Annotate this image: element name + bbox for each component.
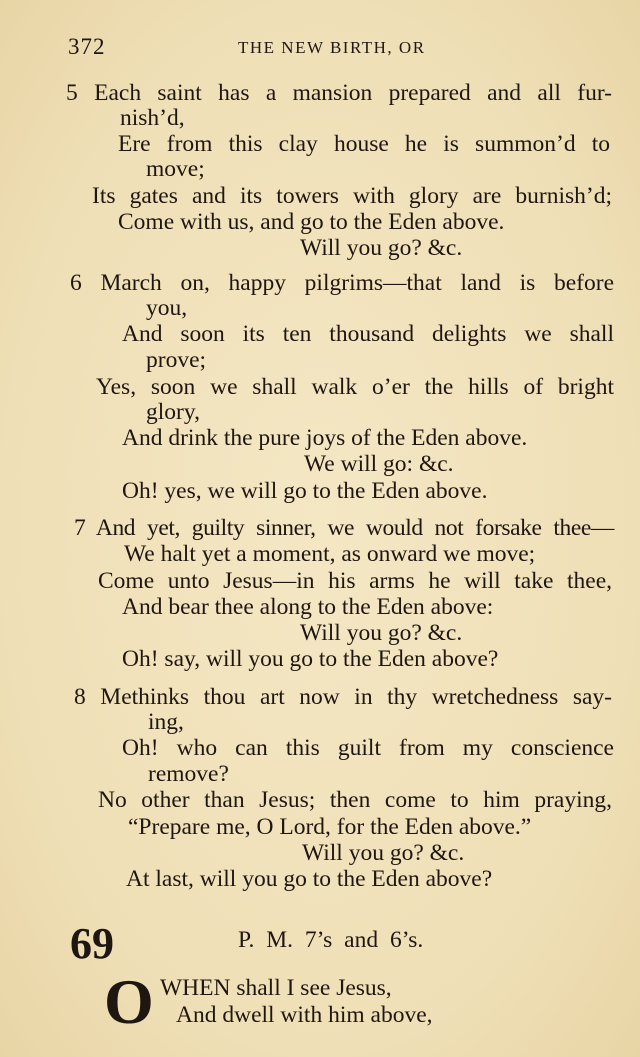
drop-cap: O	[104, 966, 154, 1037]
running-header: THE NEW BIRTH, OR	[238, 38, 426, 57]
stanza-line: Its gates and its towers with glory are burnish’d;	[92, 183, 612, 209]
stanza-line: Will you go? &c.	[300, 620, 463, 646]
hymn-meter: P. M. 7’s and 6’s.	[238, 927, 424, 953]
stanza-line: At last, will you go to the Eden above?	[126, 866, 493, 892]
stanza-line: 5 Each saint has a mansion prepared and all fur-	[66, 80, 612, 106]
stanza-line: ing,	[148, 709, 184, 735]
stanza-line: Come with us, and go to the Eden above.	[118, 209, 505, 235]
stanza-line: And drink the pure joys of the Eden above.	[122, 425, 528, 451]
stanza-line: glory,	[146, 399, 200, 425]
stanza-line: And soon its ten thousand delights we shall	[122, 321, 614, 347]
stanza-line: Oh! yes, we will go to the Eden above.	[122, 478, 488, 504]
stanza-line: 7 And yet, guilty sinner, we would not forsake thee—	[74, 515, 614, 541]
stanza-line: Oh! say, will you go to the Eden above?	[122, 646, 499, 672]
hymn-line: WHEN shall I see Jesus,	[160, 975, 392, 1001]
page-number: 372	[68, 34, 106, 59]
stanza-line: Yes, soon we shall walk o’er the hills of bright	[96, 374, 614, 400]
stanza-line: Ere from this clay house he is summon’d to	[118, 131, 610, 157]
stanza-line: No other than Jesus; then come to him praying,	[98, 787, 612, 813]
stanza-line: nish’d,	[120, 105, 185, 131]
stanza-line: you,	[146, 295, 188, 321]
stanza-line: remove?	[148, 761, 229, 787]
stanza-line: move;	[146, 156, 205, 182]
stanza-line: 8 Methinks thou art now in thy wretchedness say-	[74, 684, 612, 710]
stanza-line: Will you go? &c.	[302, 840, 465, 866]
stanza-line: prove;	[146, 347, 207, 373]
hymn-line: And dwell with him above,	[176, 1002, 433, 1028]
stanza-line: 6 March on, happy pilgrims—that land is before	[70, 270, 614, 296]
stanza-line: Oh! who can this guilt from my conscience	[122, 735, 614, 761]
hymn-number: 69	[70, 919, 114, 968]
stanza-line: Will you go? &c.	[300, 235, 463, 261]
stanza-line: And bear thee along to the Eden above:	[122, 594, 494, 620]
stanza-line: “Prepare me, O Lord, for the Eden above.”	[128, 814, 532, 840]
stanza-line: Come unto Jesus—in his arms he will take thee,	[98, 568, 612, 594]
stanza-line: We halt yet a moment, as onward we move;	[124, 541, 536, 567]
stanza-line: We will go: &c.	[304, 451, 454, 477]
